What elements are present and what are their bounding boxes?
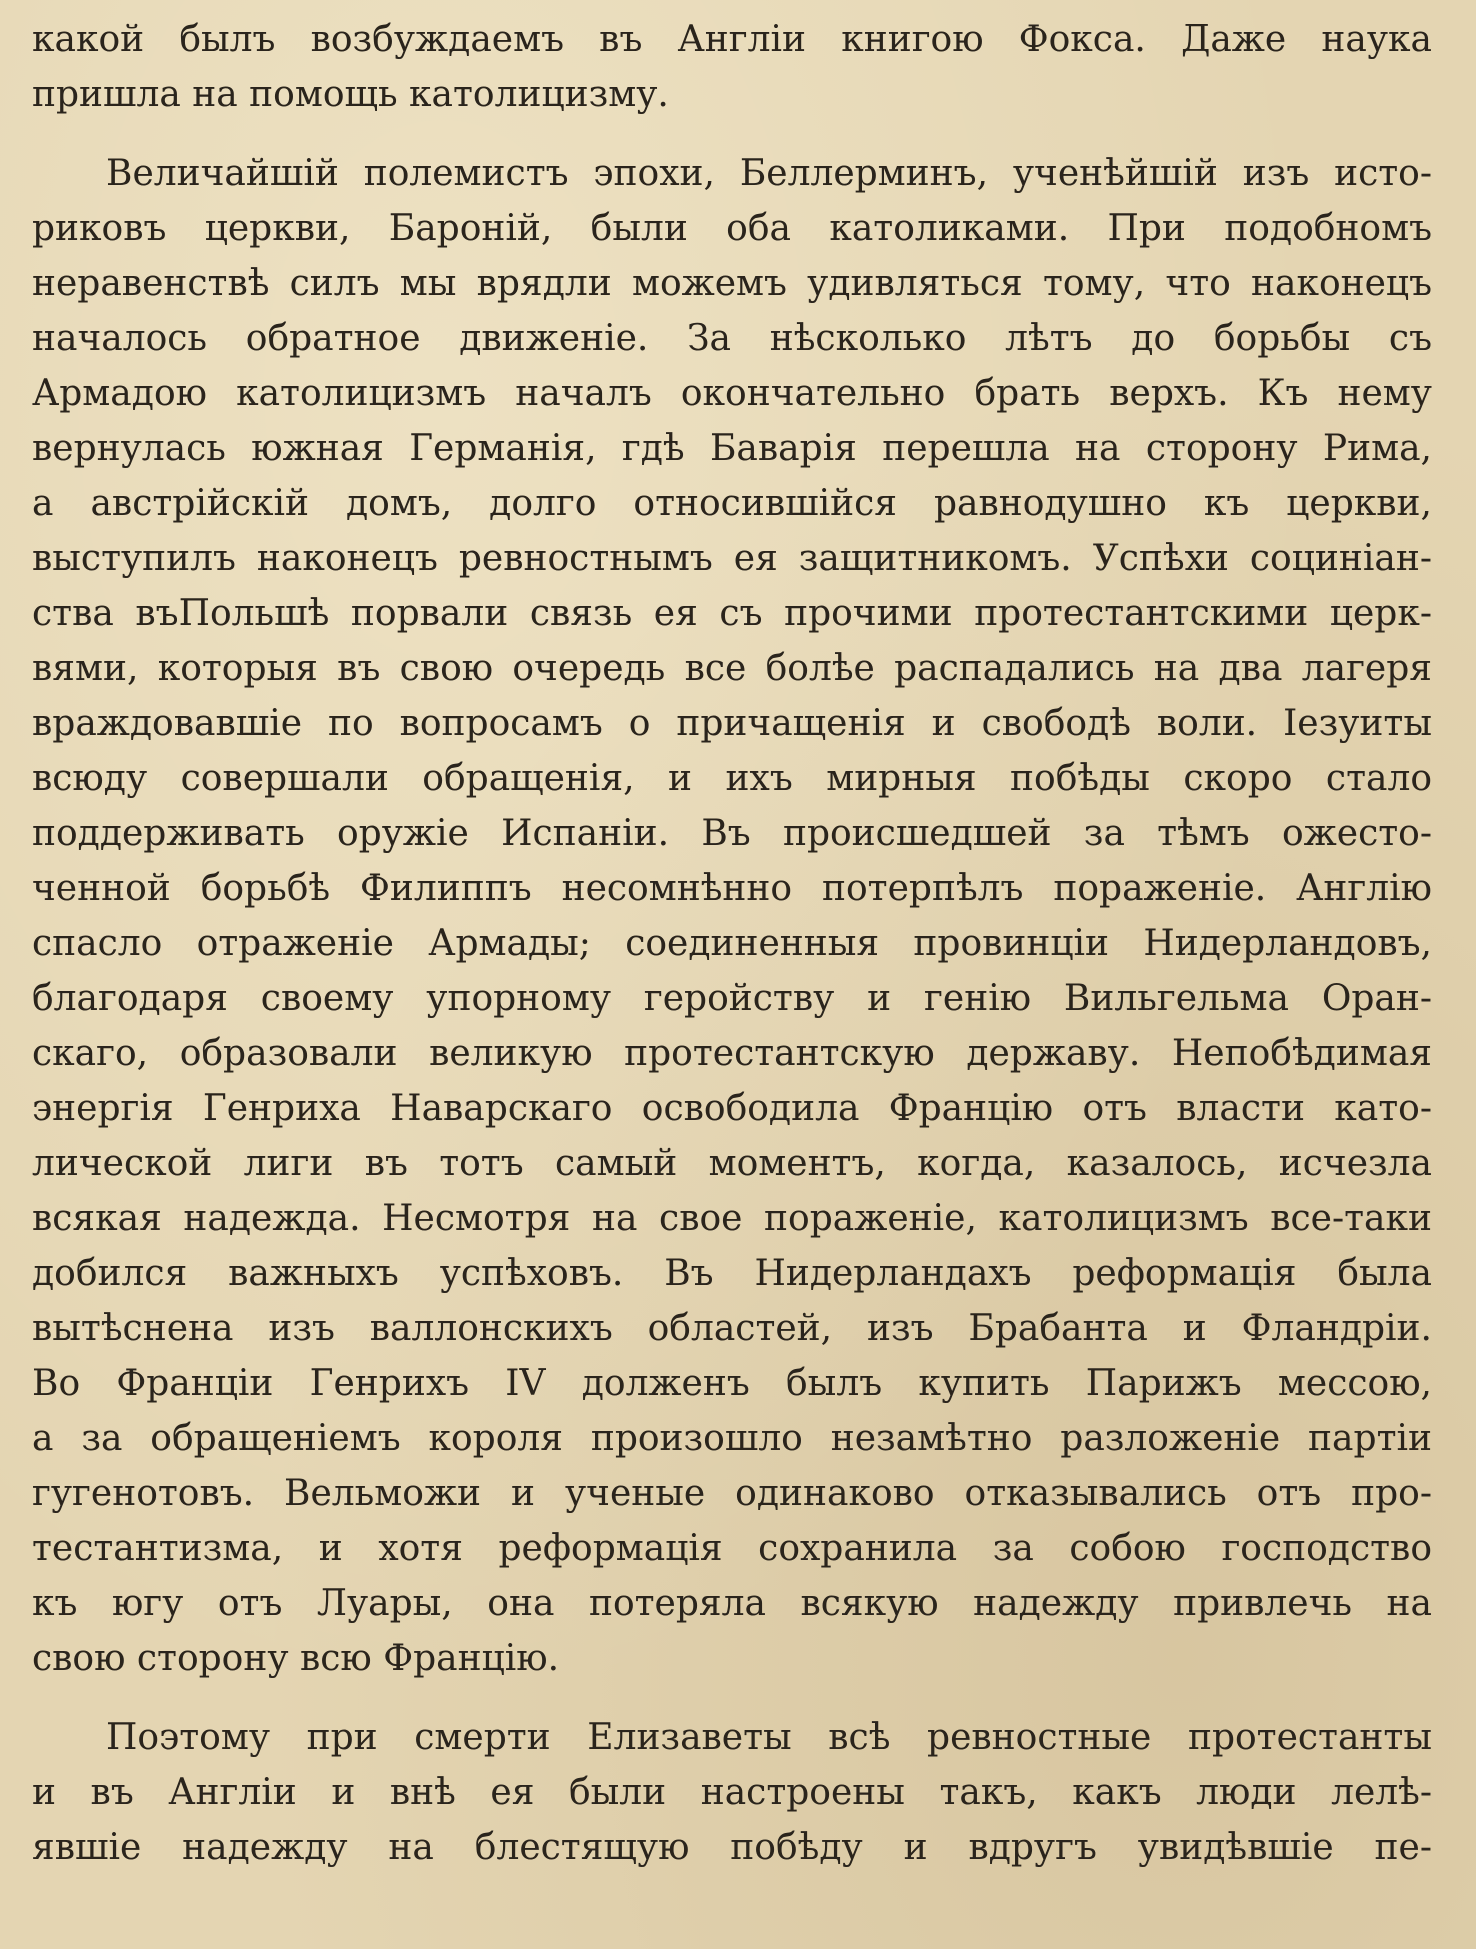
text-line: поддерживать оружіе Испаніи. Въ происшедшей за тѣмъ ожесто- xyxy=(32,813,1432,854)
text-line: выступилъ наконецъ ревностнымъ ея защитникомъ. Успѣхи социніан- xyxy=(32,538,1432,579)
text-line: ченной борьбѣ Филиппъ несомнѣнно потерпѣлъ пораженіе. Англію xyxy=(32,868,1432,909)
text-line: Поэтому при смерти Елизаветы всѣ ревностные протестанты xyxy=(106,1717,1432,1758)
text-line: энергія Генриха Наварскаго освободила Францію отъ власти като- xyxy=(32,1088,1432,1129)
text-line: Во Франціи Генрихъ IV долженъ былъ купить Парижъ мессою, xyxy=(32,1363,1432,1404)
text-line: вями, которыя въ свою очередь все болѣе распадались на два лагеря xyxy=(32,648,1432,689)
text-line: вытѣснена изъ валлонскихъ областей, изъ Брабанта и Фландріи. xyxy=(32,1308,1432,1349)
text-line: благодаря своему упорному геройству и генію Вильгельма Оран- xyxy=(32,978,1432,1019)
text-line: всякая надежда. Несмотря на свое пораженіе, католицизмъ все-таки xyxy=(32,1198,1432,1239)
text-line: риковъ церкви, Бароній, были оба католиками. При подобномъ xyxy=(32,208,1432,249)
text-line: всюду совершали обращенія, и ихъ мирныя побѣды скоро стало xyxy=(32,758,1432,799)
paragraph xyxy=(32,146,1432,1686)
page-text xyxy=(32,12,1432,1875)
paragraph xyxy=(32,12,1432,122)
text-line: спасло отраженіе Армады; соединенныя провинціи Нидерландовъ, xyxy=(32,923,1432,964)
text-line: ства въПольшѣ порвали связь ея съ прочими протестантскими церк- xyxy=(32,593,1432,634)
text-line: Армадою католицизмъ началъ окончательно брать верхъ. Къ нему xyxy=(32,373,1432,414)
text-line: неравенствѣ силъ мы врядли можемъ удивляться тому, что наконецъ xyxy=(32,263,1432,304)
text-line: къ югу отъ Луары, она потеряла всякую надежду привлечь на xyxy=(32,1583,1432,1624)
text-line: началось обратное движеніе. За нѣсколько лѣтъ до борьбы съ xyxy=(32,318,1432,359)
text-line: свою сторону всю Францію. xyxy=(32,1638,560,1679)
text-line: а за обращеніемъ короля произошло незамѣтно разложеніе партіи xyxy=(32,1418,1432,1459)
text-line: лической лиги въ тотъ самый моментъ, когда, казалось, исчезла xyxy=(32,1143,1432,1184)
text-line: явшіе надежду на блестящую побѣду и вдругъ увидѣвшіе пе- xyxy=(32,1827,1432,1868)
text-line: и въ Англіи и внѣ ея были настроены такъ, какъ люди лелѣ- xyxy=(32,1772,1432,1813)
text-line: враждовавшіе по вопросамъ о причащенія и свободѣ воли. Іезуиты xyxy=(32,703,1432,744)
text-line: какой былъ возбуждаемъ въ Англіи книгою Фокса. Даже наука xyxy=(32,19,1432,60)
paragraph xyxy=(32,1710,1432,1875)
text-line: а австрійскій домъ, долго относившійся равнодушно къ церкви, xyxy=(32,483,1432,524)
text-line: тестантизма, и хотя реформація сохранила за собою господство xyxy=(32,1528,1432,1569)
text-line: добился важныхъ успѣховъ. Въ Нидерландахъ реформація была xyxy=(32,1253,1432,1294)
text-line: Величайшій полемистъ эпохи, Беллерминъ, ученѣйшій изъ исто- xyxy=(106,153,1432,194)
text-line: скаго, образовали великую протестантскую державу. Непобѣдимая xyxy=(32,1033,1432,1074)
text-line: гугенотовъ. Вельможи и ученые одинаково отказывались отъ про- xyxy=(32,1473,1432,1514)
text-line: пришла на помощь католицизму. xyxy=(32,74,669,115)
text-line: вернулась южная Германія, гдѣ Баварія перешла на сторону Рима, xyxy=(32,428,1432,469)
